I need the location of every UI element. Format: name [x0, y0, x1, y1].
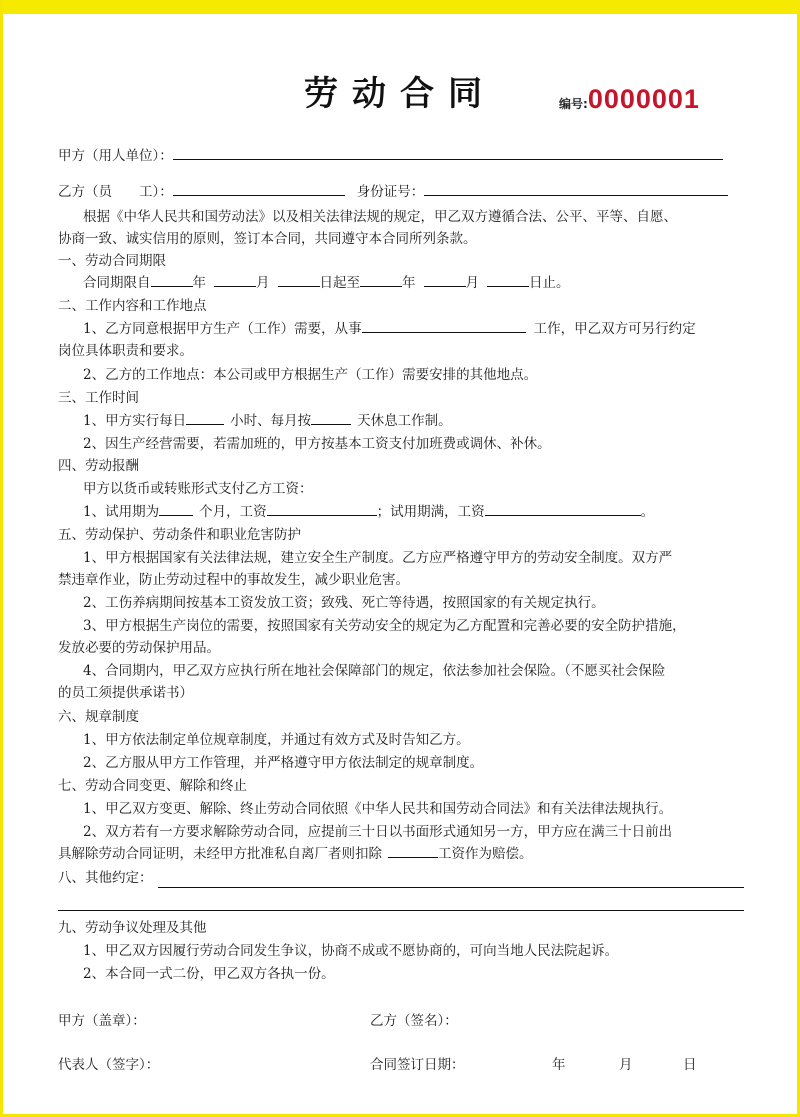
job-text-b: 工作，甲乙双方可另行约定 [533, 321, 696, 337]
termination-line-2: 2、双方若有一方要求解除劳动合同，应提前三十日以书面形式通知另一方，甲方应在满三十日前出 [83, 824, 673, 840]
injury-line: 2、工伤养病期间按基本工资发放工资；致残、死亡等待遇，按照国家的有关规定执行。 [83, 595, 605, 611]
id-number-label: 身份证号： [356, 184, 425, 200]
sign-date-label: 合同签订日期： [370, 1057, 465, 1073]
section-3-heading: 三、工作时间 [58, 390, 139, 406]
party-b-sign-label: 乙方（签名）： [370, 1013, 458, 1029]
party-a-line [58, 146, 723, 166]
job-line [83, 319, 696, 339]
workplace-line: 2、乙方的工作地点：本公司或甲方根据生产（工作）需要安排的其他地点。 [83, 367, 538, 383]
section-4-heading: 四、劳动报酬 [58, 458, 139, 474]
termination-text-c: 工资作为赔偿。 [438, 846, 533, 862]
term-end-label: 日止。 [529, 275, 570, 291]
probation-text-d: 。 [640, 504, 655, 520]
end-year-blank[interactable] [360, 273, 402, 287]
probation-months-blank[interactable] [159, 502, 193, 516]
hours-text-c: 天休息工作制。 [357, 413, 452, 429]
section-9-heading: 九、劳动争议处理及其他 [58, 920, 207, 936]
section-8-heading: 八、其他约定： [58, 870, 153, 886]
sign-year-label: 年 [552, 1057, 566, 1073]
representative-label: 代表人（签字）： [58, 1057, 160, 1073]
intro-line-2: 协商一致、诚实信用的原则，签订本合同，共同遵守本合同所列条款。 [58, 231, 477, 247]
other-terms-line-2[interactable] [58, 910, 744, 911]
termination-line-1: 1、甲乙双方变更、解除、终止劳动合同依照《中华人民共和国劳动合同法》和有关法律法规执行。 [83, 801, 673, 817]
rules-line-1: 1、甲方依法制定单位规章制度，并通过有效方式及时告知乙方。 [83, 732, 470, 748]
daily-hours-blank[interactable] [186, 411, 224, 425]
month-label-2: 月 [465, 275, 479, 291]
document-title: 劳动合同 [304, 74, 496, 114]
serial-number-block [559, 84, 700, 115]
probation-wage-blank[interactable] [267, 502, 377, 516]
overtime-line: 2、因生产经营需要，若需加班的，甲方按基本工资支付加班费或调休、补休。 [83, 436, 551, 452]
serial-number: 0000001 [587, 84, 700, 114]
year-label-2: 年 [402, 275, 416, 291]
dispute-line-2: 2、本合同一式二份，甲乙双方各执一份。 [83, 966, 335, 982]
job-content-blank[interactable] [362, 319, 526, 333]
party-a-blank[interactable] [173, 146, 723, 160]
rules-line-2: 2、乙方服从甲方工作管理，并严格遵守甲方依法制定的规章制度。 [83, 755, 484, 771]
section-7-heading: 七、劳动合同变更、解除和终止 [58, 778, 247, 794]
section-6-heading: 六、规章制度 [58, 709, 139, 725]
section-1-heading: 一、劳动合同期限 [58, 253, 166, 269]
start-year-blank[interactable] [151, 273, 193, 287]
term-from-label: 合同期限自 [83, 275, 151, 291]
id-number-blank[interactable] [424, 182, 728, 196]
term-to-label: 日起至 [319, 275, 360, 291]
deduction-blank[interactable] [388, 844, 438, 858]
probation-line [83, 502, 654, 522]
section-2-heading: 二、工作内容和工作地点 [58, 298, 207, 314]
hours-text-b: 小时、每月按 [230, 413, 312, 429]
party-b-line [58, 182, 728, 202]
rest-days-blank[interactable] [311, 411, 351, 425]
start-month-blank[interactable] [214, 273, 256, 287]
probation-text-a: 1、试用期为 [83, 504, 160, 520]
insurance-line-1: 4、合同期内，甲乙双方应执行所在地社会保障部门的规定，依法参加社会保险。（不愿买社会保险 [83, 663, 666, 679]
probation-text-b: 个月，工资 [199, 504, 267, 520]
termination-line-3 [58, 844, 533, 864]
sign-month-label: 月 [619, 1057, 633, 1073]
job-line-2: 岗位具体职责和要求。 [58, 343, 193, 359]
safety-line-1: 1、甲方根据国家有关法律法规，建立安全生产制度。乙方应严格遵守甲方的劳动安全制度。双方严 [83, 550, 673, 566]
other-terms-line-1[interactable] [158, 887, 744, 888]
pay-method-line: 甲方以货币或转账形式支付乙方工资： [83, 481, 313, 497]
protection-line-2: 发放必要的劳动保护用品。 [58, 640, 220, 656]
section-5-heading: 五、劳动保护、劳动条件和职业危害防护 [58, 527, 301, 543]
party-b-label: 乙方（员 工）： [58, 184, 173, 200]
party-b-blank[interactable] [173, 182, 345, 196]
job-text-a: 1、乙方同意根据甲方生产（工作）需要，从事 [83, 321, 362, 337]
month-label: 月 [256, 275, 270, 291]
safety-line-2: 禁违章作业，防止劳动过程中的事故发生，减少职业危害。 [58, 572, 409, 588]
intro-line-1: 根据《中华人民共和国劳动法》以及相关法律法规的规定，甲乙双方遵循合法、公平、平等、自愿、 [83, 209, 677, 225]
sign-day-label: 日 [683, 1057, 697, 1073]
top-yellow-bar [3, 0, 800, 14]
regular-wage-blank[interactable] [485, 502, 641, 516]
hours-line [83, 411, 452, 431]
end-day-blank[interactable] [487, 273, 529, 287]
party-a-label: 甲方（用人单位）： [58, 148, 173, 164]
insurance-line-2: 的员工须提供承诺书） [58, 685, 193, 701]
dispute-line-1: 1、甲乙双方因履行劳动合同发生争议，协商不成或不愿协商的，可向当地人民法院起诉。 [83, 943, 619, 959]
end-month-blank[interactable] [424, 273, 466, 287]
term-line [83, 273, 570, 293]
start-day-blank[interactable] [278, 273, 320, 287]
year-label: 年 [192, 275, 206, 291]
hours-text-a: 1、甲方实行每日 [83, 413, 187, 429]
termination-text-b: 具解除劳动合同证明，未经甲方批准私自离厂者则扣除 [58, 846, 382, 862]
protection-line-1: 3、甲方根据生产岗位的需要，按照国家有关劳动安全的规定为乙方配置和完善必要的安全防护措施， [83, 618, 686, 634]
party-a-seal-label: 甲方（盖章）： [58, 1013, 146, 1029]
serial-label: 编号: [559, 97, 588, 111]
probation-text-c: ；试用期满，工资 [376, 504, 485, 520]
